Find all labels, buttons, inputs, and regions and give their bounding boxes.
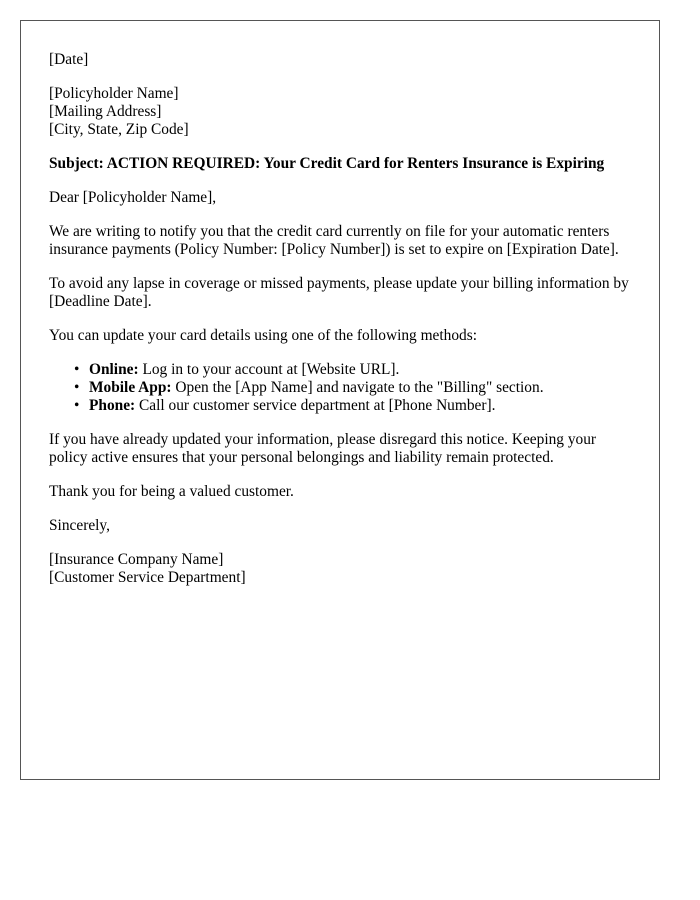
bullet-icon: • — [74, 379, 80, 396]
bullet-icon: • — [74, 361, 80, 378]
method-label: Online: — [89, 361, 139, 378]
methods-intro-paragraph: You can update your card details using one of the following methods: — [49, 327, 478, 344]
bullet-icon: • — [74, 397, 80, 414]
recipient-city-state-zip: [City, State, Zip Code] — [49, 121, 189, 138]
method-label: Phone: — [89, 397, 136, 414]
recipient-address-block — [49, 85, 631, 139]
thanks-paragraph: Thank you for being a valued customer. — [49, 483, 294, 500]
method-item-online — [74, 361, 631, 379]
avoid-lapse-paragraph: To avoid any lapse in coverage or missed payments, please update your billing information by [Deadline Date]. — [49, 275, 629, 310]
sender-signature-block — [49, 551, 631, 587]
recipient-mailing-address: [Mailing Address] — [49, 103, 162, 120]
method-text: Call our customer service department at [Phone Number]. — [135, 397, 496, 414]
sender-company: [Insurance Company Name] — [49, 551, 224, 568]
update-methods-list — [49, 361, 631, 415]
notice-paragraph: We are writing to notify you that the credit card currently on file for your automatic renters insurance payments (Policy Number: [Policy Number]) is set to expire on [Expiration Date]. — [49, 223, 619, 258]
disregard-paragraph: If you have already updated your information, please disregard this notice. Keeping your policy active ensures that your personal belongings and liability remain protected. — [49, 431, 597, 466]
method-text: Open the [App Name] and navigate to the "Billing" section. — [171, 379, 544, 396]
subject-line: Subject: ACTION REQUIRED: Your Credit Card for Renters Insurance is Expiring — [49, 155, 605, 172]
greeting: Dear [Policyholder Name], — [49, 189, 217, 206]
method-item-phone — [74, 397, 631, 415]
method-text: Log in to your account at [Website URL]. — [138, 361, 400, 378]
recipient-name: [Policyholder Name] — [49, 85, 179, 102]
sender-department: [Customer Service Department] — [49, 569, 246, 586]
method-label: Mobile App: — [89, 379, 172, 396]
method-item-mobile-app — [74, 379, 631, 397]
letter-date: [Date] — [49, 51, 89, 68]
closing: Sincerely, — [49, 517, 110, 534]
letter — [20, 20, 660, 780]
